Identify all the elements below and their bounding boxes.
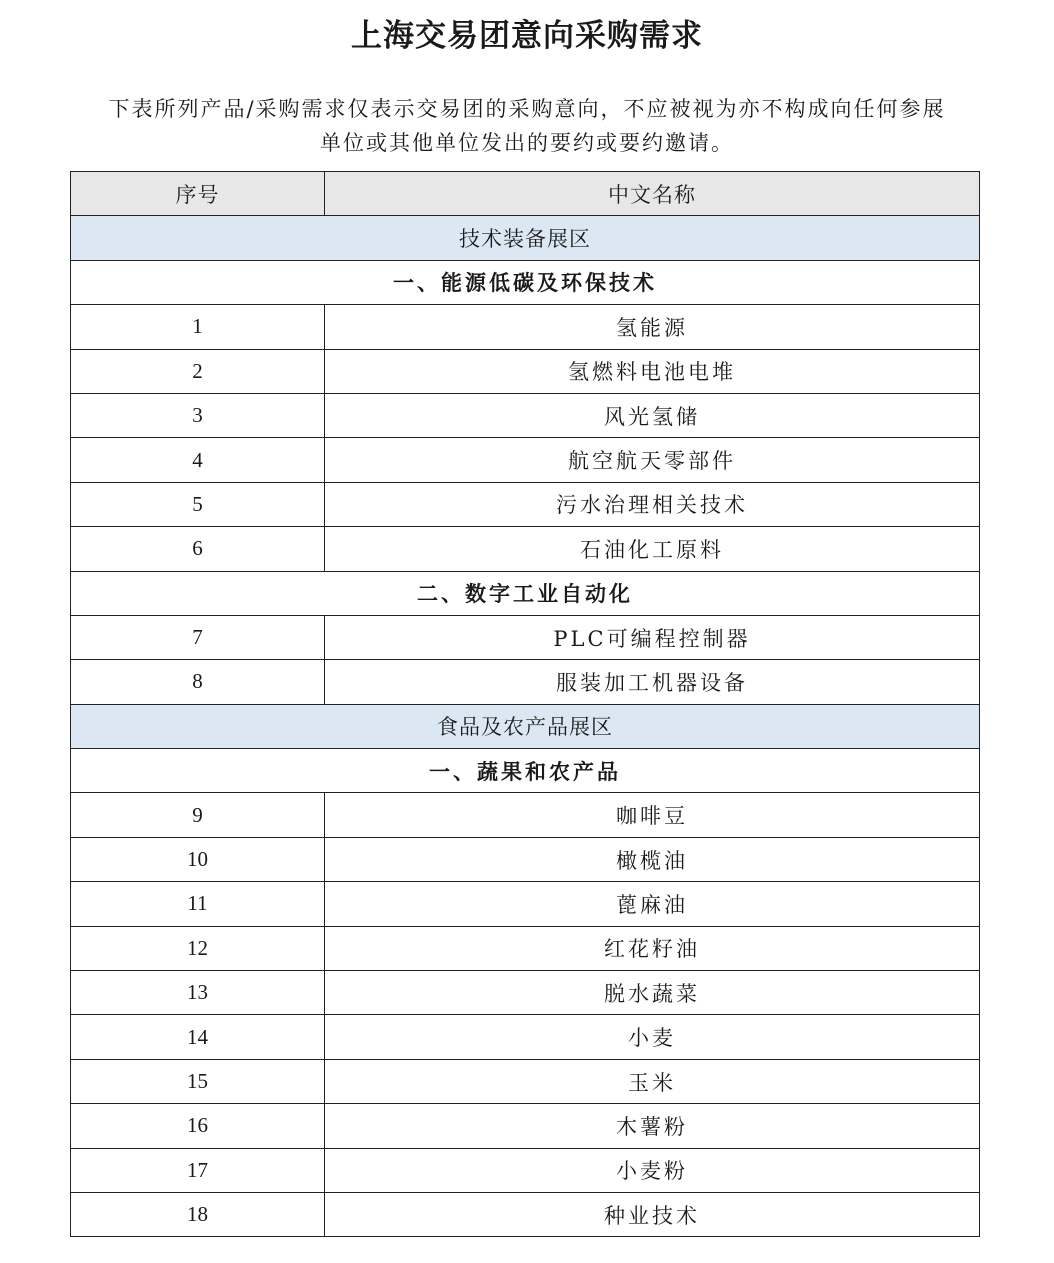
table-row [71,1148,980,1192]
table-row [71,305,980,349]
zone-label: 食品及农产品展区 [71,704,980,748]
table-row [71,793,980,837]
row-number: 17 [71,1148,325,1192]
item-name: 种业技术 [325,1192,980,1236]
item-name: 氢燃料电池电堆 [325,349,980,393]
row-number: 5 [71,482,325,526]
intro-line-1: 下表所列产品/采购需求仅表示交易团的采购意向，不应被视为亦不构成向任何参展 [108,97,946,121]
table-row [71,482,980,526]
item-name: 橄榄油 [325,837,980,881]
item-name: 服装加工机器设备 [325,660,980,704]
item-name: 氢能源 [325,305,980,349]
category-label: 二、数字工业自动化 [71,571,980,615]
item-name: 风光氢储 [325,393,980,437]
row-number: 12 [71,926,325,970]
intro-paragraph [80,92,974,160]
zone-label: 技术装备展区 [71,216,980,260]
row-number: 13 [71,971,325,1015]
item-name: 小麦粉 [325,1148,980,1192]
zone-row [71,216,980,260]
item-name: PLC可编程控制器 [325,615,980,659]
row-number: 2 [71,349,325,393]
row-number: 8 [71,660,325,704]
item-name: 红花籽油 [325,926,980,970]
item-name: 咖啡豆 [325,793,980,837]
category-row [71,260,980,304]
table-row [71,837,980,881]
table-row [71,438,980,482]
column-header-name: 中文名称 [325,172,980,216]
table-row [71,1059,980,1103]
row-number: 6 [71,527,325,571]
row-number: 16 [71,1104,325,1148]
category-row [71,571,980,615]
row-number: 14 [71,1015,325,1059]
table-row [71,1104,980,1148]
table-row [71,349,980,393]
item-name: 石油化工原料 [325,527,980,571]
document-title: 上海交易团意向采购需求 [351,18,703,54]
table-row [71,527,980,571]
item-name: 脱水蔬菜 [325,971,980,1015]
table-row [71,1015,980,1059]
table-row [71,971,980,1015]
item-name: 污水治理相关技术 [325,482,980,526]
row-number: 3 [71,393,325,437]
category-label: 一、能源低碳及环保技术 [71,260,980,304]
table-row [71,1192,980,1236]
table-header-row [71,172,980,216]
category-label: 一、蔬果和农产品 [71,749,980,793]
column-header-no: 序号 [71,172,325,216]
row-number: 9 [71,793,325,837]
table-row [71,615,980,659]
row-number: 1 [71,305,325,349]
procurement-table [70,171,980,1237]
row-number: 11 [71,882,325,926]
item-name: 小麦 [325,1015,980,1059]
row-number: 7 [71,615,325,659]
row-number: 10 [71,837,325,881]
table-row [71,660,980,704]
category-row [71,749,980,793]
row-number: 18 [71,1192,325,1236]
row-number: 4 [71,438,325,482]
item-name: 玉米 [325,1059,980,1103]
row-number: 15 [71,1059,325,1103]
table-row [71,393,980,437]
table-row [71,882,980,926]
table-row [71,926,980,970]
item-name: 木薯粉 [325,1104,980,1148]
item-name: 航空航天零部件 [325,438,980,482]
intro-line-2: 单位或其他单位发出的要约或要约邀请。 [320,131,734,155]
item-name: 蓖麻油 [325,882,980,926]
table-body [71,216,980,1237]
zone-row [71,704,980,748]
